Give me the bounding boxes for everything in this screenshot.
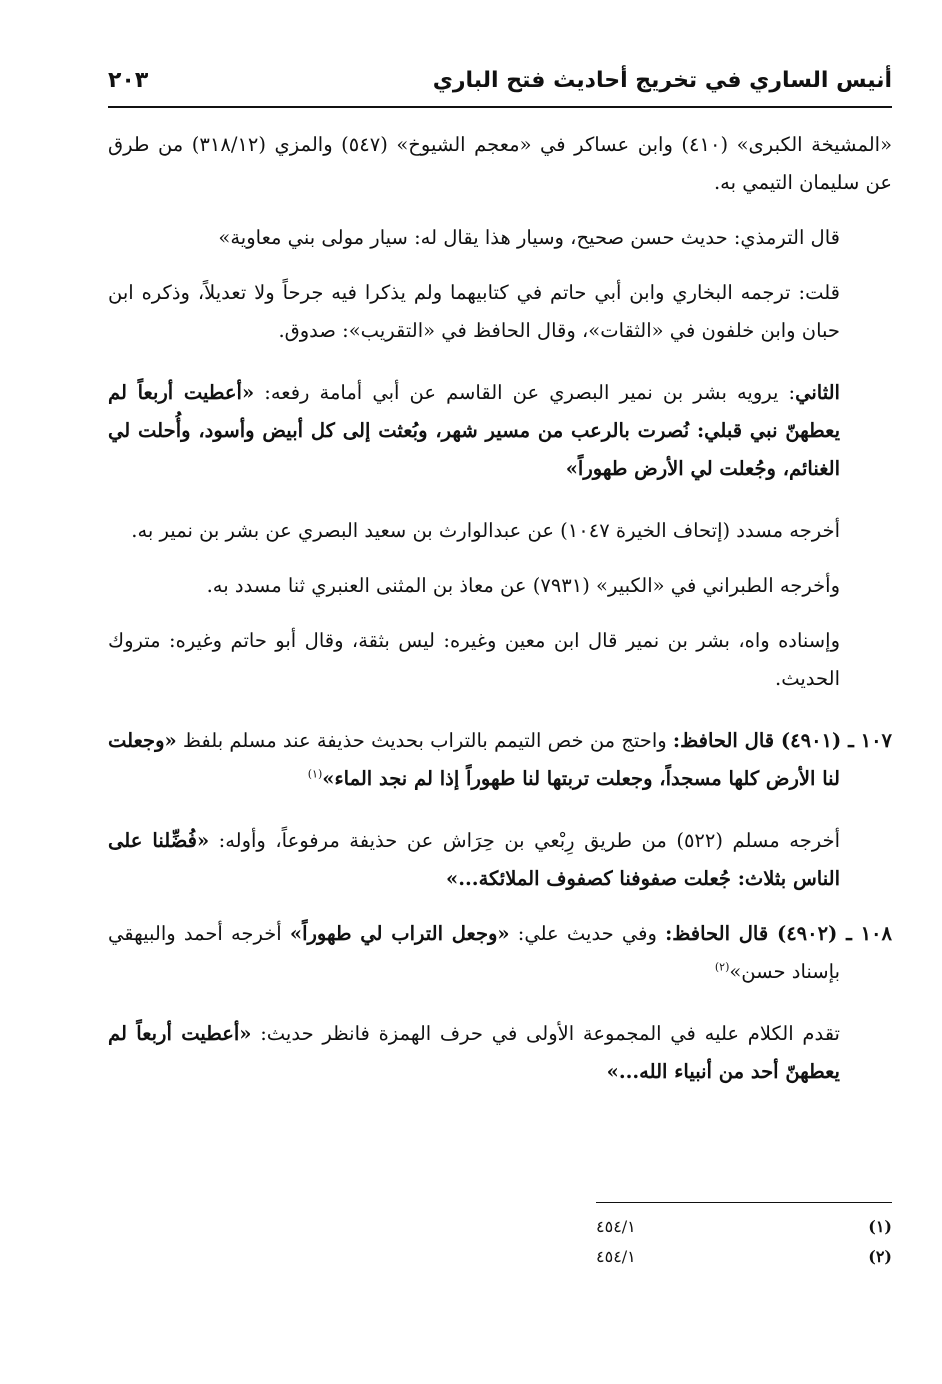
paragraph-text: تقدم الكلام عليه في المجموعة الأولى في حرف الهمزة فانظر حديث: [251,1022,840,1045]
paragraph-text: قلت: ترجمه البخاري وابن أبي حاتم في كتابيهما ولم يذكرا فيه جرحاً ولا تعديلاً، وذكره ابن حبان وابن خلفون في «الثقات»، وقال الحافظ في «التقريب»: صدوق. [108,281,840,342]
main-text [108,126,892,1108]
paragraph-text: : يرويه بشر بن نمير البصري عن القاسم عن أبي أمامة رفعه: [254,381,796,404]
footnote-item [596,1242,892,1272]
entry-108 [108,915,892,991]
entry-text: أخرجه أحمد والبيهقي بإسناد حسن» [108,922,840,983]
entry-label: ١٠٨ ـ (٤٩٠٢) قال الحافظ: [665,922,892,945]
book-title: أنيس الساري في تخريج أحاديث فتح الباري [432,68,892,93]
paragraph-tabarani [108,567,892,605]
footnote-ref[interactable]: (٢) [714,960,730,974]
paragraph-muslim [108,822,892,898]
paragraph-qultu [108,274,892,350]
page-number: ٢٠٣ [108,68,149,93]
footnote-item [596,1212,892,1242]
paragraph-isnad [108,622,892,698]
paragraph-text: «المشيخة الكبرى» (٤١٠) وابن عساكر في «معجم الشيوخ» (٥٤٧) والمزي (٣١٨/١٢) من طرق عن سليمان التيمي به. [108,133,893,194]
footnote-reference: ٤٥٤/١ [596,1247,636,1266]
hadith-quote: «وجعلت لنا الأرض كلها مسجداً، وجعلت تربتها لنا طهوراً إذا لم نجد الماء» [108,729,840,790]
section-label: الثاني [795,381,840,404]
paragraph-text: أخرجه مسدد (إتحاف الخيرة ١٠٤٧) عن عبدالوارث بن سعيد البصري عن بشر بن نمير به. [131,519,840,542]
hadith-quote: «أعطيت أربعاً لم يعطهنّ أحد من أنبياء الله...» [108,1022,840,1083]
hadith-quote: «وجعل التراب لي طهوراً» [289,922,510,945]
footnote-reference: ٤٥٤/١ [596,1217,636,1236]
paragraph-text: أخرجه مسلم (٥٢٢) من طريق رِبْعي بن حِرَاش عن حذيفة مرفوعاً، وأوله: [209,829,840,852]
paragraph-continuation [108,126,892,202]
paragraph-tirmidhi [108,219,892,257]
hadith-quote: «أعطيت أربعاً لم يعطهنّ نبي قبلي: نُصرت بالرعب من مسير شهر، وبُعثت إلى كل أبيض وأسود، وأُحلت لي الغنائم، وجُعلت لي الأرض طهوراً» [108,381,840,480]
paragraph-second-route [108,374,892,488]
paragraph-musaddad [108,512,892,550]
entry-107 [108,722,892,798]
footnote-number: (١) [868,1217,892,1236]
paragraph-text: قال الترمذي: حديث حسن صحيح، وسيار هذا يقال له: سيار مولى بني معاوية» [218,226,840,249]
running-header [108,66,892,104]
footnote-ref[interactable]: (١) [307,767,323,781]
paragraph-text: وأخرجه الطبراني في «الكبير» (٧٩٣١) عن معاذ بن المثنى العنبري ثنا مسدد به. [206,574,840,597]
entry-text: وفي حديث علي: [509,922,666,945]
entry-label: ١٠٧ ـ (٤٩٠١) قال الحافظ: [672,729,893,752]
entry-text: واحتج من خص التيمم بالتراب بحديث حذيفة عند مسلم بلفظ [176,729,673,752]
footnote-rule [596,1202,892,1203]
paragraph-text: وإسناده واه، بشر بن نمير قال ابن معين وغيره: ليس بثقة، وقال أبو حاتم وغيره: متروك الحديث. [108,629,840,690]
footnotes [596,1212,892,1272]
footnote-number: (٢) [868,1247,892,1266]
hadith-quote: «فُضِّلنا على الناس بثلاث: جُعلت صفوفنا كصفوف الملائكة...» [108,829,840,890]
header-rule [108,106,892,108]
paragraph-see-also [108,1015,892,1091]
